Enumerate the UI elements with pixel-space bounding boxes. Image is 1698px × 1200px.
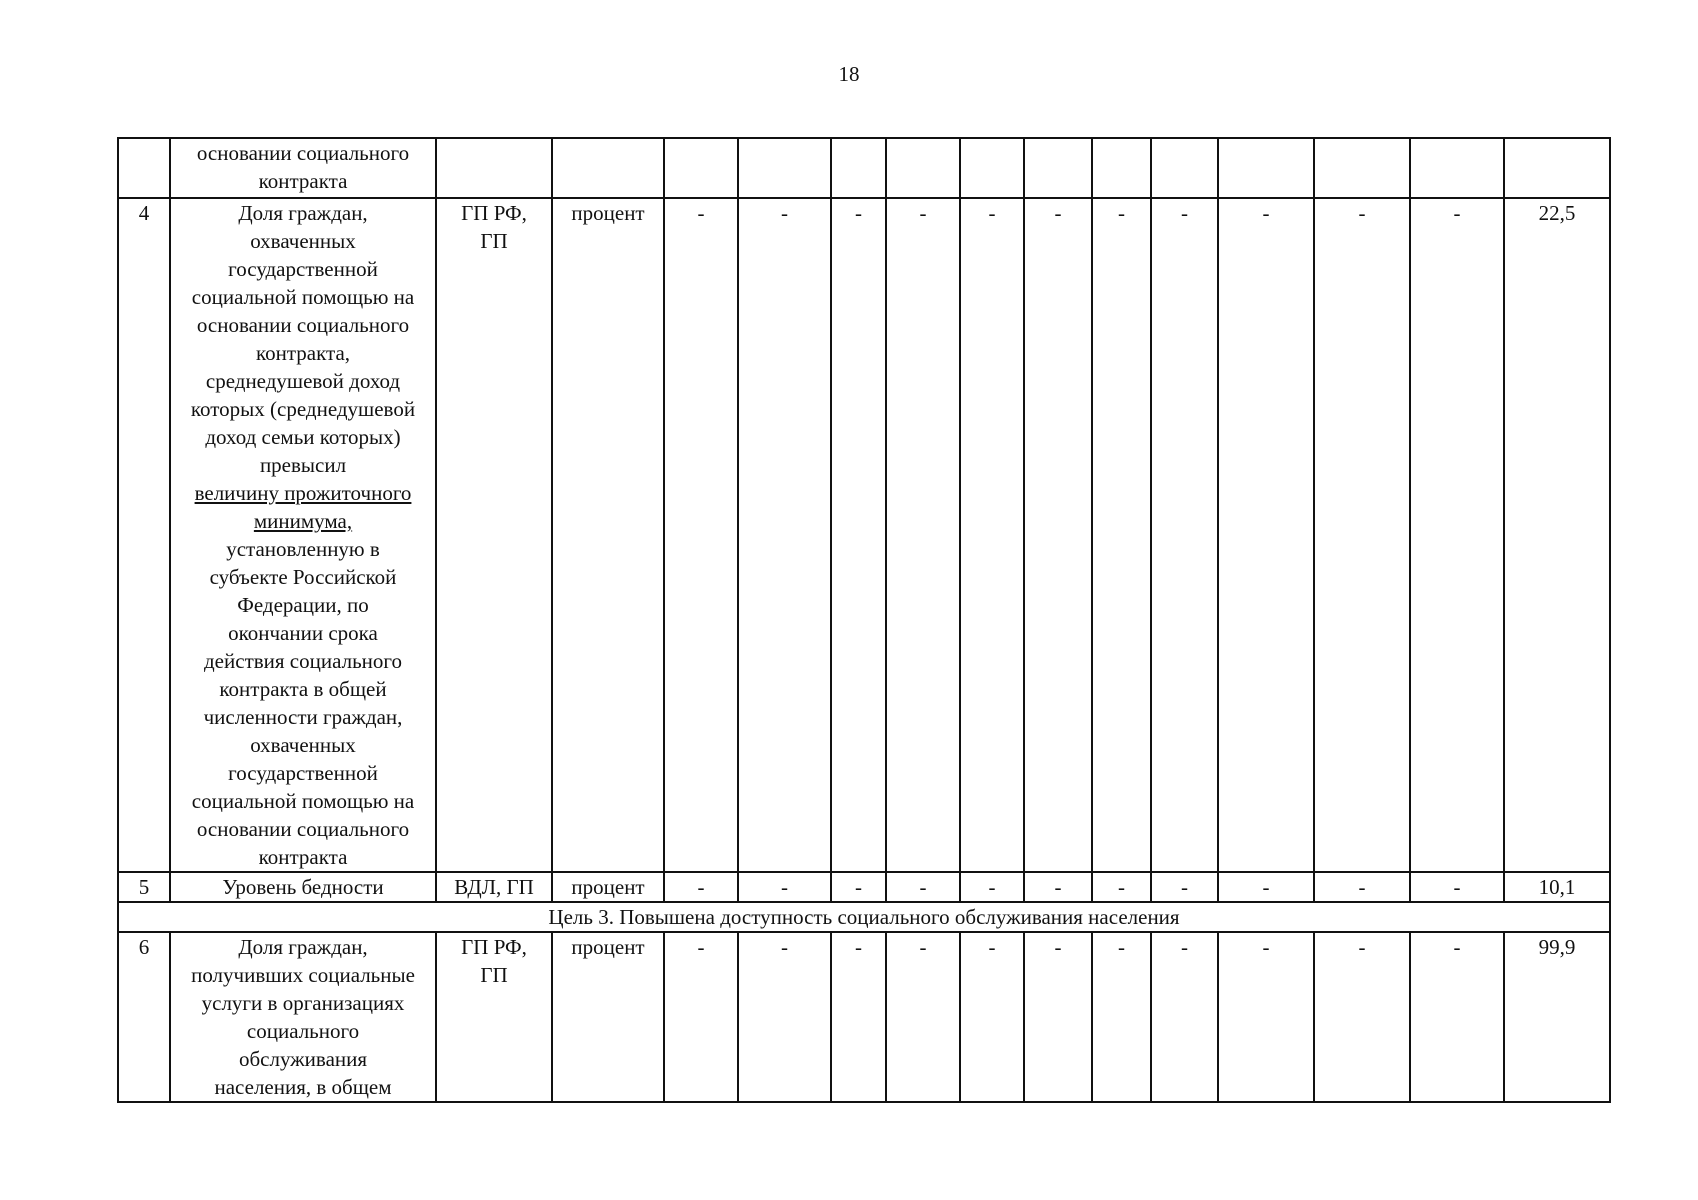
text-line: действия социального [204, 649, 402, 673]
dash-cell: - [1218, 198, 1314, 872]
text-line: субъекте Российской [209, 565, 397, 589]
text-line: государственной [228, 761, 378, 785]
text-line: численности граждан, [203, 705, 403, 729]
dash-cell: - [664, 932, 738, 1102]
dash-cell: - [664, 198, 738, 872]
text-line: получивших социальные [191, 963, 415, 987]
text-line: контракта [258, 169, 348, 193]
dash-cell: - [886, 198, 960, 872]
empty-cell [1151, 138, 1218, 198]
row-number: 6 [118, 932, 170, 1102]
text-line: ГП РФ, [461, 935, 527, 959]
text-line: основании социального [196, 313, 410, 337]
empty-cell [1024, 138, 1092, 198]
indicator-name-cell [170, 872, 436, 902]
empty-cell [1218, 138, 1314, 198]
row-number: 4 [118, 198, 170, 872]
empty-cell [552, 138, 664, 198]
goal-row [118, 902, 1610, 932]
table-row [118, 872, 1610, 902]
dash-cell: - [1024, 198, 1092, 872]
text-line: населения, в общем [214, 1075, 392, 1099]
text-line: Доля граждан, [238, 201, 368, 225]
unit-cell: процент [552, 872, 664, 902]
dash-cell: - [1092, 872, 1151, 902]
text-line: обслуживания [238, 1047, 368, 1071]
dash-cell: - [1314, 932, 1410, 1102]
dash-cell: - [1024, 932, 1092, 1102]
dash-cell: - [1092, 932, 1151, 1102]
text-line: охваченных [250, 733, 356, 757]
dash-cell: - [960, 198, 1024, 872]
text-line: доход семьи которых) [205, 425, 401, 449]
text-line: охваченных [250, 229, 356, 253]
dash-cell: - [1410, 198, 1504, 872]
target-value-cell: 22,5 [1504, 198, 1610, 872]
dash-cell: - [831, 198, 886, 872]
text-line: Федерации, по [237, 593, 369, 617]
indicator-name-cell [170, 932, 436, 1102]
unit-cell: процент [552, 932, 664, 1102]
dash-cell: - [1151, 932, 1218, 1102]
dash-cell: - [738, 872, 831, 902]
text-line: социальной помощью на [191, 789, 415, 813]
text-line: контракта, [255, 341, 351, 365]
text-line: социальной помощью на [191, 285, 415, 309]
subsistence-minimum-link-cont[interactable]: минимума, [253, 509, 353, 533]
dash-cell: - [1218, 932, 1314, 1102]
text-line: ВДЛ, ГП [454, 875, 534, 899]
dash-cell: - [1024, 872, 1092, 902]
dash-cell: - [1314, 872, 1410, 902]
text-line: услуги в организациях [201, 991, 405, 1015]
text-line: ГП [480, 229, 508, 253]
goal-heading: Цель 3. Повышена доступность социального обслуживания населения [118, 902, 1610, 932]
text-line: контракта в общей [219, 677, 387, 701]
dash-cell: - [960, 932, 1024, 1102]
dash-cell: - [1218, 872, 1314, 902]
dash-cell: - [1410, 932, 1504, 1102]
empty-cell [831, 138, 886, 198]
dash-cell: - [1092, 198, 1151, 872]
dash-cell: - [1151, 198, 1218, 872]
dash-cell: - [664, 872, 738, 902]
text-line: контракта [258, 845, 348, 869]
dash-cell: - [738, 198, 831, 872]
text-line: окончании срока [228, 621, 378, 645]
source-cell [436, 932, 552, 1102]
empty-cell [436, 138, 552, 198]
row-number: 5 [118, 872, 170, 902]
dash-cell: - [738, 932, 831, 1102]
indicators-table [117, 137, 1611, 1103]
indicator-name-cell [170, 138, 436, 198]
target-value-cell: 10,1 [1504, 872, 1610, 902]
empty-cell [738, 138, 831, 198]
text-line: Уровень бедности [222, 875, 384, 899]
text-line: среднедушевой доход [205, 369, 401, 393]
indicator-name-cell [170, 198, 436, 872]
dash-cell: - [1314, 198, 1410, 872]
empty-cell [1504, 138, 1610, 198]
text-line: ГП [480, 963, 508, 987]
table-row-continuation [118, 138, 1610, 198]
dash-cell: - [960, 872, 1024, 902]
text-line: социального [246, 1019, 360, 1043]
dash-cell: - [1151, 872, 1218, 902]
table-row [118, 932, 1610, 1102]
dash-cell: - [831, 872, 886, 902]
text-line: основании социального [196, 817, 410, 841]
page-number: 18 [838, 62, 860, 86]
empty-cell [664, 138, 738, 198]
unit-cell: процент [552, 198, 664, 872]
empty-cell [960, 138, 1024, 198]
dash-cell: - [831, 932, 886, 1102]
table-row [118, 198, 1610, 872]
dash-cell: - [886, 872, 960, 902]
text-line: ГП РФ, [461, 201, 527, 225]
subsistence-minimum-link[interactable]: величину прожиточного [194, 481, 412, 505]
text-line: установленную в [226, 537, 380, 561]
empty-cell [1410, 138, 1504, 198]
source-cell [436, 872, 552, 902]
text-line: Доля граждан, [238, 935, 368, 959]
text-line: государственной [228, 257, 378, 281]
num-cell [118, 138, 170, 198]
empty-cell [1314, 138, 1410, 198]
text-line: превысил [259, 453, 347, 477]
source-cell [436, 198, 552, 872]
empty-cell [886, 138, 960, 198]
dash-cell: - [1410, 872, 1504, 902]
text-line: которых (среднедушевой [190, 397, 416, 421]
dash-cell: - [886, 932, 960, 1102]
text-line: основании социального [196, 141, 410, 165]
empty-cell [1092, 138, 1151, 198]
target-value-cell: 99,9 [1504, 932, 1610, 1102]
